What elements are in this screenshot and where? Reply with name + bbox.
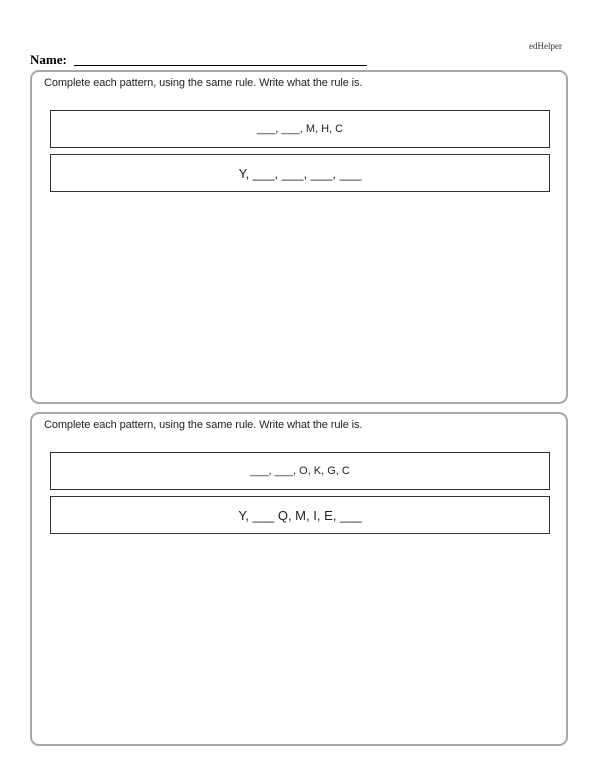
pattern-box[interactable] bbox=[50, 496, 550, 534]
pattern-box[interactable] bbox=[50, 452, 550, 490]
instruction-text: Complete each pattern, using the same rule. Write what the rule is. bbox=[44, 419, 363, 431]
pattern-box[interactable] bbox=[50, 110, 550, 148]
name-row bbox=[30, 52, 367, 68]
problem-panel-2 bbox=[30, 412, 568, 746]
pattern-text: ___, ___, O, K, G, C bbox=[250, 465, 350, 477]
name-label: Name: bbox=[30, 52, 67, 67]
instruction-text: Complete each pattern, using the same rule. Write what the rule is. bbox=[44, 77, 363, 89]
pattern-text: Y, ___ Q, M, I, E, ___ bbox=[238, 507, 362, 523]
problem-panel-1 bbox=[30, 70, 568, 404]
pattern-text: Y, ___, ___, ___, ___ bbox=[238, 165, 362, 181]
pattern-box[interactable] bbox=[50, 154, 550, 192]
brand-label: edHelper bbox=[529, 41, 562, 51]
pattern-text: ___, ___, M, H, C bbox=[256, 123, 344, 135]
name-field-line[interactable] bbox=[74, 65, 367, 66]
